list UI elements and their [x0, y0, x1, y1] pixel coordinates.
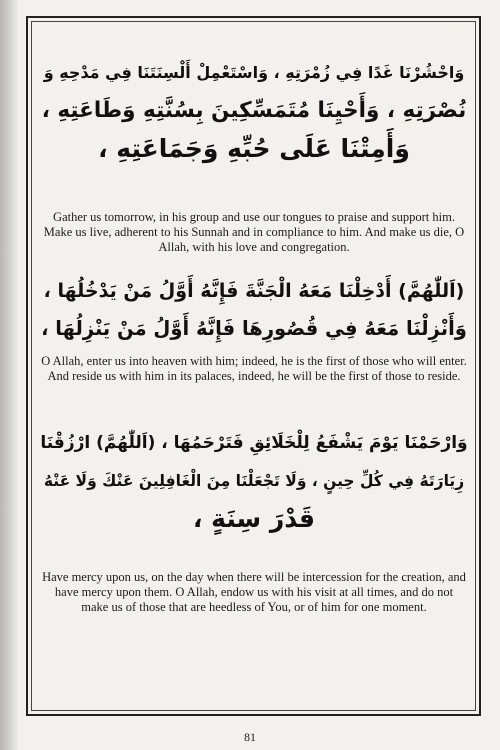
arabic-line: وَأَمِتْنَا عَلَى حُبِّهِ وَجَمَاعَتِهِ ،: [98, 134, 410, 163]
translation-paragraph-3: Have mercy upon us, on the day when there will be intercession for the creation, and have mercy upon them. O Allah, endow us with his visit at all times, and do not make us of those that are heedless of You, or of him for one moment.: [42, 570, 466, 614]
arabic-passage-1: [40, 54, 468, 168]
arabic-line: وَاحْشُرْنَا غَدًا فِي زُمْرَتِهِ ، وَاسْتَعْمِلْ أَلْسِنَتَنَا فِي مَدْحِهِ وَ: [43, 63, 465, 82]
arabic-line: زِيَارَتَهُ فِي كُلِّ حِينٍ ، وَلَا تَجْعَلْنَا مِنَ الْغَافِلِينَ عَنْكَ وَلَا عَنْهُ: [43, 472, 465, 490]
arabic-line: وَأَنْزِلْنَا مَعَهُ فِي قُصُورِهَا فَإِنَّهُ أَوَّلُ مَنْ يَنْزِلُهَا ،: [41, 317, 467, 340]
arabic-passage-3: [40, 424, 468, 538]
arabic-line: نُصْرَتِهِ ، وَأَحْيِنَا مُتَمَسِّكِينَ بِسُنَّتِهِ وَطَاعَتِهِ ،: [41, 98, 467, 123]
translation-paragraph-1: Gather us tomorrow, in his group and use our tongues to praise and support him. Make us live, adherent to his Sunnah and in compliance to him. And make us die, O Allah, with his love and congregation.: [43, 210, 465, 254]
translation-paragraph-2: O Allah, enter us into heaven with him; indeed, he is the first of those who will enter. And reside us with him in its palaces, indeed, he will be the first of those to reside.: [41, 354, 467, 383]
arabic-line: قَدْرَ سِنَةٍ ،: [192, 504, 316, 533]
arabic-line: وَارْحَمْنَا يَوْمَ يَشْفَعُ لِلْخَلَائِقِ فَتَرْحَمُهَا ، (اَللّٰهُمَّ) ارْزُقْنَا: [40, 433, 468, 453]
arabic-passage-2: [40, 272, 468, 348]
page-content: [40, 24, 468, 704]
page-gutter-shadow: [0, 0, 18, 750]
page-number: 81: [244, 730, 256, 744]
arabic-line: (اَللّٰهُمَّ) أَدْخِلْنَا مَعَهُ الْجَنَّةَ فَإِنَّهُ أَوَّلُ مَنْ يَدْخُلُهَا ،: [43, 280, 465, 302]
